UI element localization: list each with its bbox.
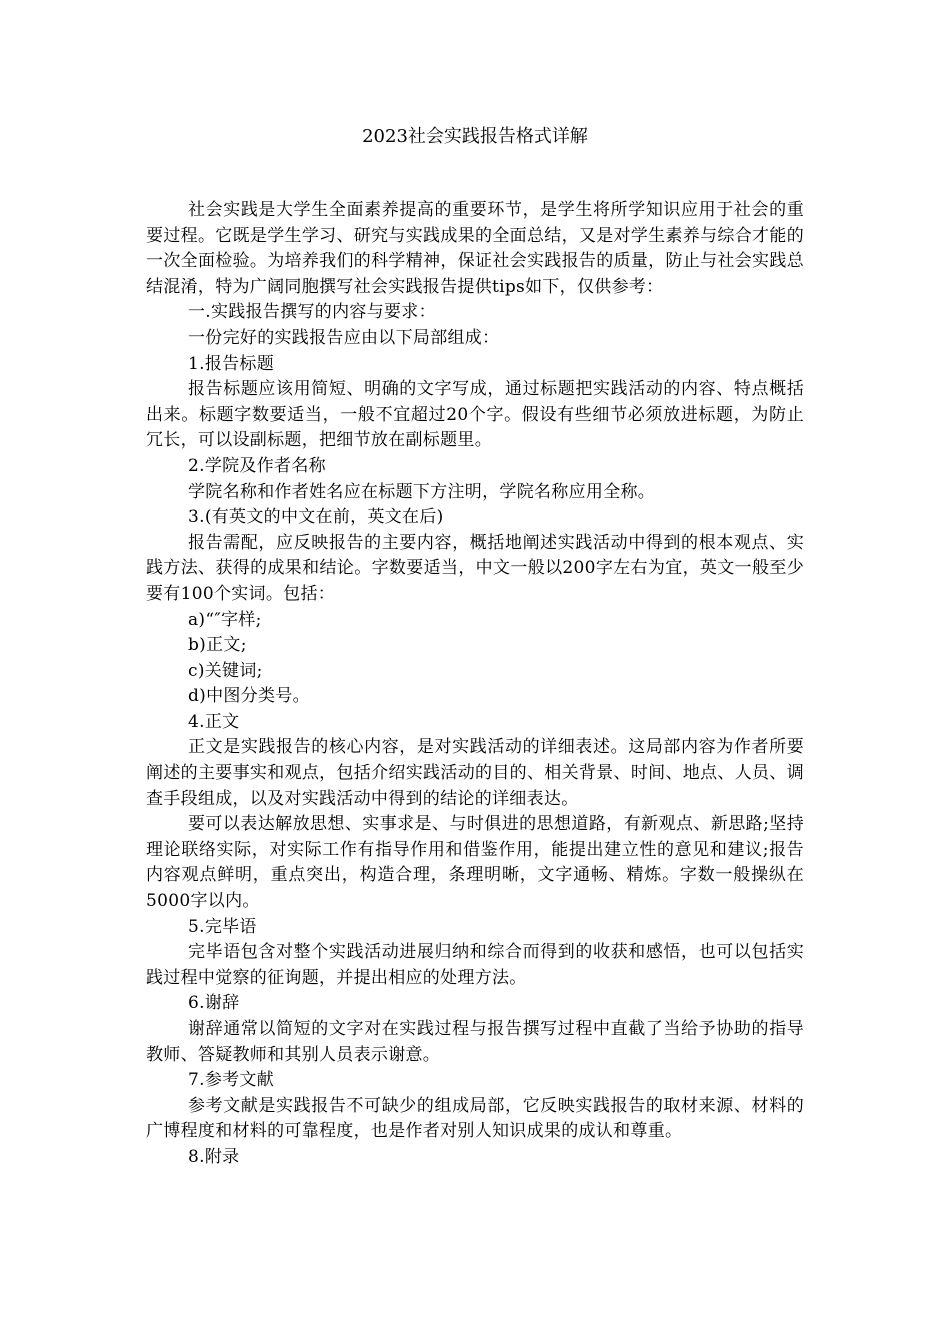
paragraph: 完毕语包含对整个实践活动进展归纳和综合而得到的收获和感悟，也可以包括实践过程中觉察的征询题，并提出相应的处理方法。 (146, 942, 804, 988)
document-body (146, 198, 804, 1171)
subheading: 6.谢辞 (188, 993, 240, 1014)
subheading: 8.附录 (188, 1146, 240, 1167)
paragraph: 谢辞通常以简短的文字对在实践过程与报告撰写过程中直截了当给予协助的指导教师、答疑教师和其别人员表示谢意。 (146, 1019, 804, 1065)
subheading: 5.完毕语 (188, 916, 257, 937)
document-title: 2023社会实践报告格式详解 (362, 126, 588, 147)
paragraph: 一份完好的实践报告应由以下局部组成： (188, 327, 500, 348)
section-heading: 一.实践报告撰写的内容与要求： (188, 302, 436, 323)
intro-paragraph: 社会实践是大学生全面素养提高的重要环节，是学生将所学知识应用于社会的重要过程。它既是学生学习、研究与实践成果的全面总结，又是对学生素养与综合才能的一次全面检验。为培养我们的科学精神，保证社会实践报告的质量，防止与社会实践总结混淆，特为广阔同胞撰写社会实践报告提供tips如下，仅供参考： (146, 200, 804, 297)
paragraph: 参考文献是实践报告不可缺少的组成局部，它反映实践报告的取材来源、材料的广博程度和材料的可靠程度，也是作者对别人知识成果的成认和尊重。 (146, 1095, 804, 1142)
subheading: 1.报告标题 (188, 353, 275, 374)
paragraph: 学院名称和作者姓名应在标题下方注明，学院名称应用全称。 (188, 481, 656, 502)
paragraph: 要可以表达解放思想、实事求是、与时俱进的思想道路，有新观点、新思路;坚持理论联络实际，对实际工作有指导作用和借鉴作用，能提出建立性的意见和建议;报告内容观点鲜明，重点突出，构造合理，条理明晰，文字通畅、精炼。字数一般操纵在5000字以内。 (146, 814, 804, 912)
paragraph: 报告需配，应反映报告的主要内容，概括地阐述实践活动中得到的根本观点、实践方法、获得的成果和结论。字数要适当，中文一般以200字左右为宜，英文一般至少要有100个实词。包括： (146, 532, 804, 604)
subheading: 3.(有英文的中文在前，英文在后) (188, 507, 444, 528)
subheading: 4.正文 (188, 711, 240, 732)
paragraph: 报告标题应该用简短、明确的文字写成，通过标题把实践活动的内容、特点概括出来。标题字数要适当，一般不宜超过20个字。假设有些细节必须放进标题，为防止冗长，可以设副标题，把细节放在副标题里。 (146, 379, 804, 451)
list-item: d)中图分类号。 (188, 686, 310, 707)
paragraph: 正文是实践报告的核心内容，是对实践活动的详细表述。这局部内容为作者所要阐述的主要事实和观点，包括介绍实践活动的目的、相关背景、时间、地点、人员、调查手段组成，以及对实践活动中得到的结论的详细表达。 (146, 737, 804, 809)
list-item: a)“″字样; (188, 609, 262, 630)
list-item: c)关键词; (188, 660, 263, 681)
list-item: b)正文; (188, 635, 247, 656)
subheading: 2.学院及作者名称 (188, 455, 326, 476)
subheading: 7.参考文献 (188, 1070, 275, 1091)
